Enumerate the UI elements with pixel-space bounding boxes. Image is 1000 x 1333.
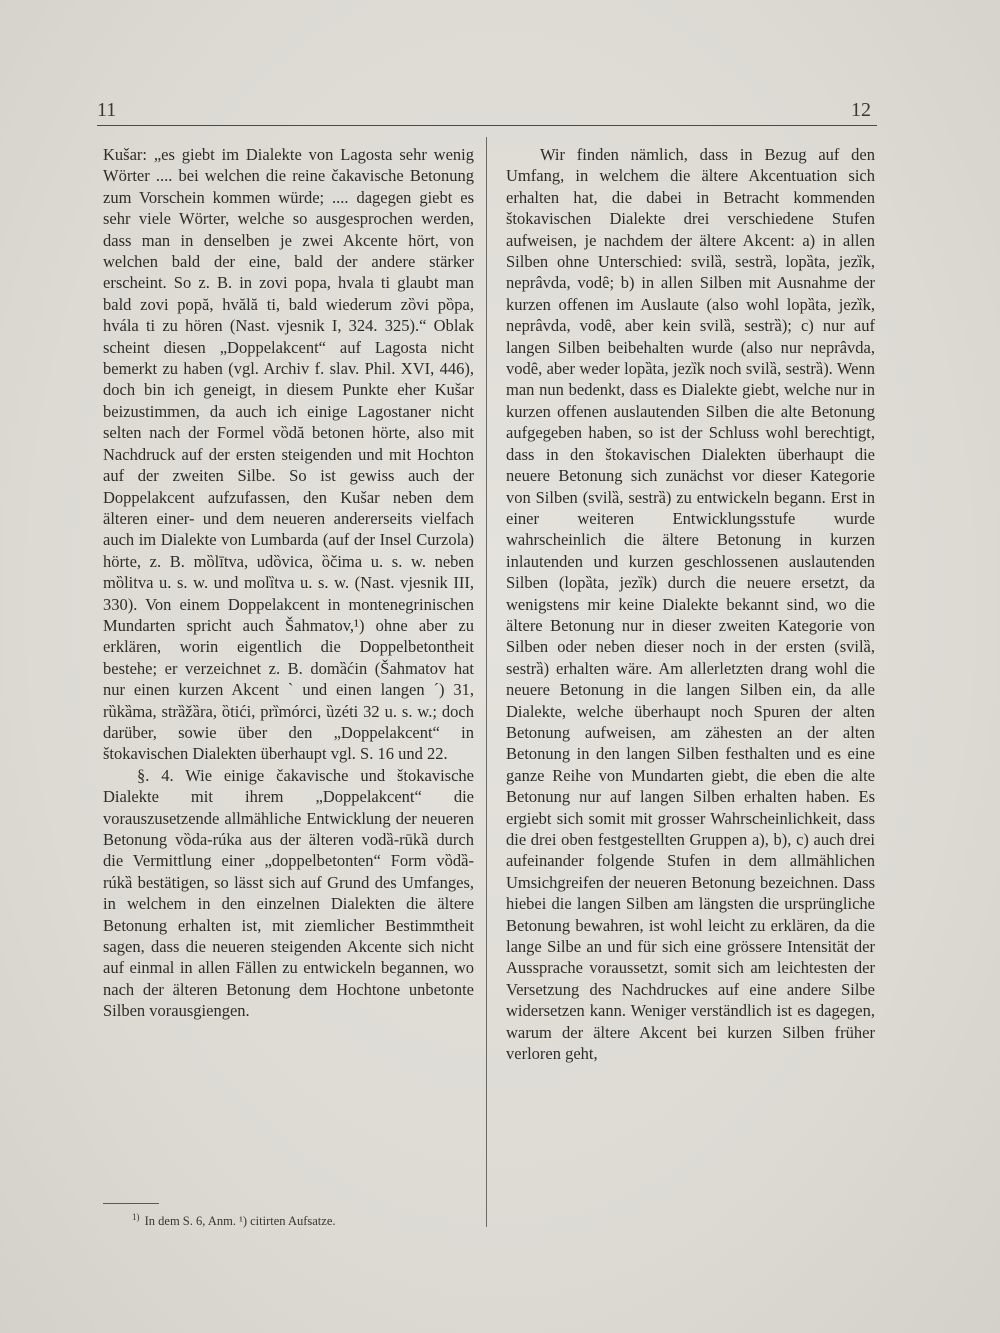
left-paragraph-2: §. 4. Wie einige čakavische und štokavische Dialekte mit ihrem „Doppelakcent“ die vorauszusetzende allmähliche Entwicklung der neueren Betonung vȍda-rúka aus der älteren vodȁ-rūkȁ durch die Vermittlung einer „doppelbetonten“ Form vȍdȁ-rúkȁ bestätigen, so lässt sich auf Grund des Umfanges, in welchem in den einzelnen Dialekten die ältere Betonung erhalten ist, mit ziemlicher Bestimmtheit sagen, dass die neueren steigenden Akcente sich nicht auf einmal in allen Fällen zu entwickeln begannen, wo nach der älteren Betonung dem Hochtone unbetonte Silben vorausgiengen.	[103, 765, 474, 1021]
column-divider	[486, 137, 487, 1227]
right-page-number: 12	[851, 99, 871, 121]
left-column	[103, 144, 474, 1022]
right-column	[506, 144, 875, 1064]
footnote	[132, 1212, 336, 1229]
footnote-rule	[103, 1203, 159, 1204]
header-rule	[97, 125, 877, 126]
left-page-number: 11	[97, 99, 117, 121]
footnote-text: In dem S. 6, Anm. ¹) citirten Aufsatze.	[144, 1214, 336, 1229]
footnote-marker: 1)	[132, 1212, 140, 1222]
right-paragraph-1: Wir finden nämlich, dass in Bezug auf den Umfang, in welchem die ältere Akcentuation sich erhalten hat, die dabei in Betracht kommenden štokavischen Dialekte drei verschiedene Stufen aufweisen, je nachdem der ältere Akcent: a) in allen Silben ohne Unterschied: svilȁ, sestrȁ, lopȁta, jezȉk, neprâvda, vodȇ; b) in allen Silben mit Ausnahme der kurzen offenen im Auslaute (also wohl lopȁta, jezȉk, neprâvda, vodȇ, aber kein svilȁ, sestrȁ); c) nur auf langen Silben beibehalten wurde (also nur neprâvda, vodȇ, aber weder lopȁta, jezȉk noch svilȁ, sestrȁ). Wenn man nun bedenkt, dass es Dialekte giebt, welche nur in kurzen offenen auslautenden Silben die alte Betonung aufgegeben haben, so ist der Schluss wohl berechtigt, dass in den štokavischen Dialekten überhaupt die neuere Betonung sich zunächst vor dieser Kategorie von Silben (svilȁ, sestrȁ) zu entwickeln begann. Erst in einer weiteren Entwicklungsstufe wurde wahrscheinlich die ältere Betonung in kurzen inlautenden und kurzen geschlossenen auslautenden Silben (lopȁta, jezȉk) durch die neuere ersetzt, da wenigstens mir keine Dialekte bekannt sind, wo die ältere Betonung nur in dieser zweiten Kategorie von Silben oder neben dieser noch in der ersten (svilȁ, sestrȁ) erhalten wäre. Am allerletzten drang wohl die neuere Betonung in die langen Silben ein, da alle Dialekte, welche überhaupt noch Spuren der alten Betonung aufweisen, am zähesten an der alten Betonung in den langen Silben festhalten und es eine ganze Reihe von Mundarten giebt, die eben die alte Betonung nur auf langen Silben erhalten haben. Es ergiebt sich somit mit grosser Wahrscheinlichkeit, dass die drei oben festgestellten Gruppen a), b), c) auch drei aufeinander folgende Stufen in dem allmählichen Umsichgreifen der neueren Betonung bezeichnen. Dass hiebei die langen Silben am längsten die ursprüngliche Betonung bewahren, ist wohl leicht zu erklären, da die lange Silbe an und für sich eine grössere Intensität der Aussprache voraussetzt, somit sich am leichtesten der Versetzung des Nachdruckes auf eine andere Silbe widersetzen kann. Weniger verständlich ist es dagegen, warum der ältere Akcent bei kurzen Silben früher verloren geht,	[506, 145, 875, 1064]
left-paragraph-1: Kušar: „es giebt im Dialekte von Lagosta sehr wenig Wörter .... bei welchen die reine čakavische Betonung zum Vorschein kommen würde; .... dagegen giebt es sehr viele Wörter, welche so ausgesprochen werden, dass man in denselben je zwei Akcente hört, von welchen bald der eine, bald der andere stärker erscheint. So z. B. in zovi popa, hvala ti glaubt man bald zovi popă, hvălă ti, bald wiederum zȍvi pȍpa, hvála ti zu hören (Nast. vjesnik I, 324. 325).“ Oblak scheint diesen „Doppelakcent“ auf Lagosta nicht bemerkt zu haben (vgl. Archiv f. slav. Phil. XVI, 446), doch bin ich geneigt, in diesem Punkte eher Kušar beizustimmen, da auch ich einige Lagostaner nicht selten nach der Formel vȍdă betonen hörte, also mit Nachdruck auf der ersten steigenden und mit Hochton auf der zweiten Silbe. So ist gewiss auch der Doppelakcent aufzufassen, den Kušar neben dem älteren einer- und dem neueren andererseits vielfach auch im Dialekte von Lumbarda (auf der Insel Curzola) hörte, z. B. mȍlītva, udȍvica, ȍčima u. s. w. neben mȍlitva u. s. w. und molȉtva u. s. w. (Nast. vjesnik III, 330). Von einem Doppelakcent in montenegrinischen Mundarten spricht auch Šahmatov,¹) ohne aber zu erklären, worin eigentlich die Doppelbetontheit bestehe; er verzeichnet z. B. domȁćin (Šahmatov hat nur einen kurzen Akcent ` und einen langen ´) 31, rȕkȁma, strȁžȁra, ȍtići, prȉmórci, ȕzéti 32 u. s. w.; doch darüber, sowie über den „Doppelakcent“ in štokavischen Dialekten überhaupt vgl. S. 16 und 22.	[103, 145, 474, 764]
